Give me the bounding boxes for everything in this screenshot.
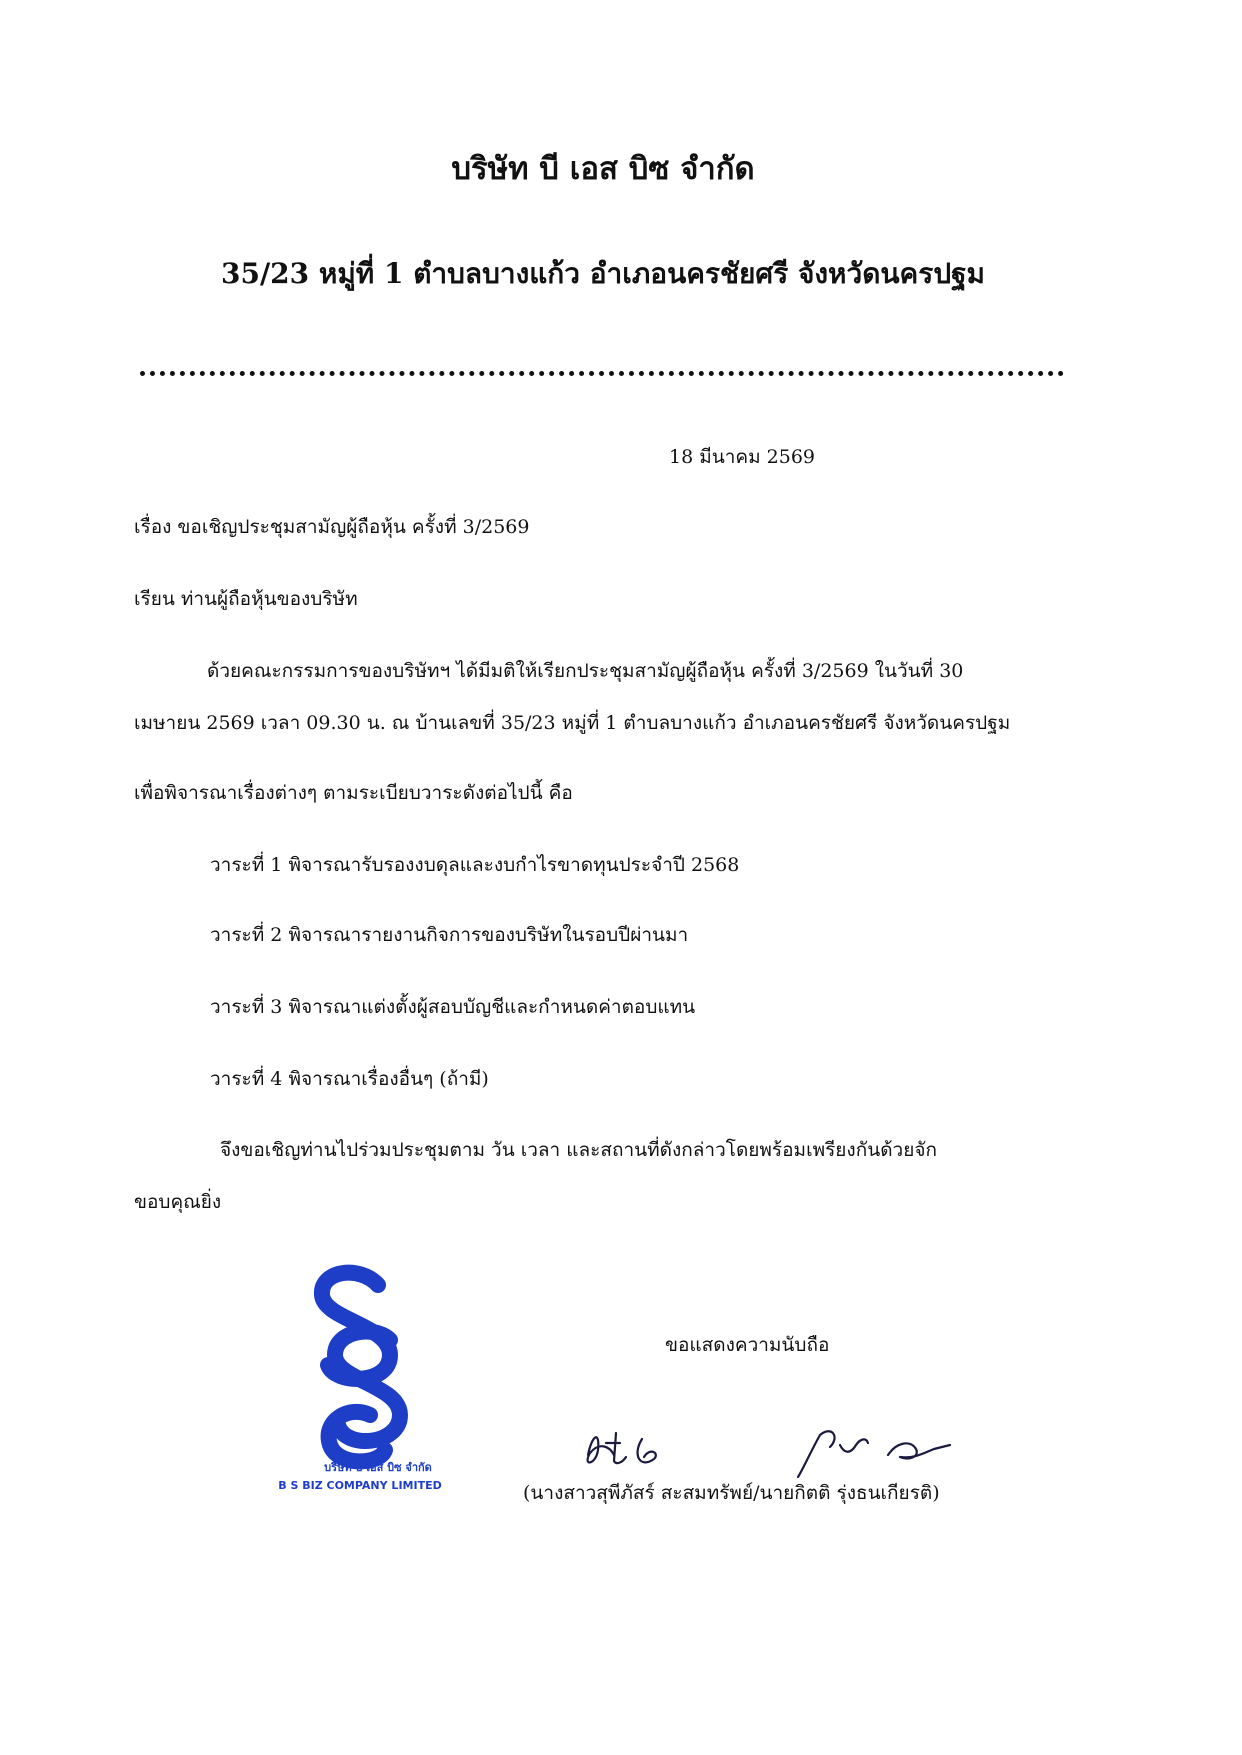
body-line-1: ด้วยคณะกรรมการของบริษัทฯ ได้มีมติให้เรียกประชุมสามัญผู้ถือหุ้น ครั้งที่ 3/2569 ในวันที่ 30 <box>207 660 964 682</box>
closing-line-2: ขอบคุณยิ่ง <box>134 1191 222 1213</box>
letter-date: 18 มีนาคม 2569 <box>669 446 816 468</box>
company-name: บริษัท บี เอส บิซ จำกัด <box>451 151 755 187</box>
body-line-3: เพื่อพิจารณาเรื่องต่างๆ ตามระเบียบวาระดังต่อไปนี้ คือ <box>134 782 573 804</box>
company-stamp <box>250 1255 470 1495</box>
body-line-2: เมษายน 2569 เวลา 09.30 น. ณ บ้านเลขที่ 35/23 หมู่ที่ 1 ตำบลบางแก้ว อำเภอนครชัยศรี จังหวัดนครปฐม <box>134 712 1011 734</box>
stamp-logo-icon <box>322 1273 400 1462</box>
agenda-item-1: วาระที่ 1 พิจารณารับรองงบดุลและงบกำไรขาดทุนประจำปี 2568 <box>210 854 740 876</box>
agenda-item-4: วาระที่ 4 พิจารณาเรื่องอื่นๆ (ถ้ามี) <box>210 1068 489 1090</box>
signers-names: (นางสาวสุพีภัสร์ สะสมทรัพย์/นายกิตติ รุ่งธนเกียรติ) <box>523 1482 940 1504</box>
stamp-english-name: B S BIZ COMPANY LIMITED <box>278 1479 442 1492</box>
stamp-thai-name: บริษัท บี เอส บิซ จำกัด <box>324 1461 432 1474</box>
closing-line-1: จึงขอเชิญท่านไปร่วมประชุมตาม วัน เวลา และสถานที่ดังกล่าวโดยพร้อมเพรียงกันด้วยจัก <box>220 1139 937 1161</box>
letter-subject: เรื่อง ขอเชิญประชุมสามัญผู้ถือหุ้น ครั้งที่ 3/2569 <box>134 516 530 538</box>
agenda-item-2: วาระที่ 2 พิจารณารายงานกิจการของบริษัทในรอบปีผ่านมา <box>210 924 689 946</box>
company-address: 35/23 หมู่ที่ 1 ตำบลบางแก้ว อำเภอนครชัยศรี จังหวัดนครปฐม <box>220 257 986 290</box>
letter-salutation: เรียน ท่านผู้ถือหุ้นของบริษัท <box>134 588 358 610</box>
dotted-divider <box>140 371 1064 376</box>
agenda-item-3: วาระที่ 3 พิจารณาแต่งตั้งผู้สอบบัญชีและกำหนดค่าตอบแทน <box>210 996 696 1018</box>
regards-text: ขอแสดงความนับถือ <box>665 1334 830 1356</box>
handwritten-signature <box>570 1395 990 1485</box>
